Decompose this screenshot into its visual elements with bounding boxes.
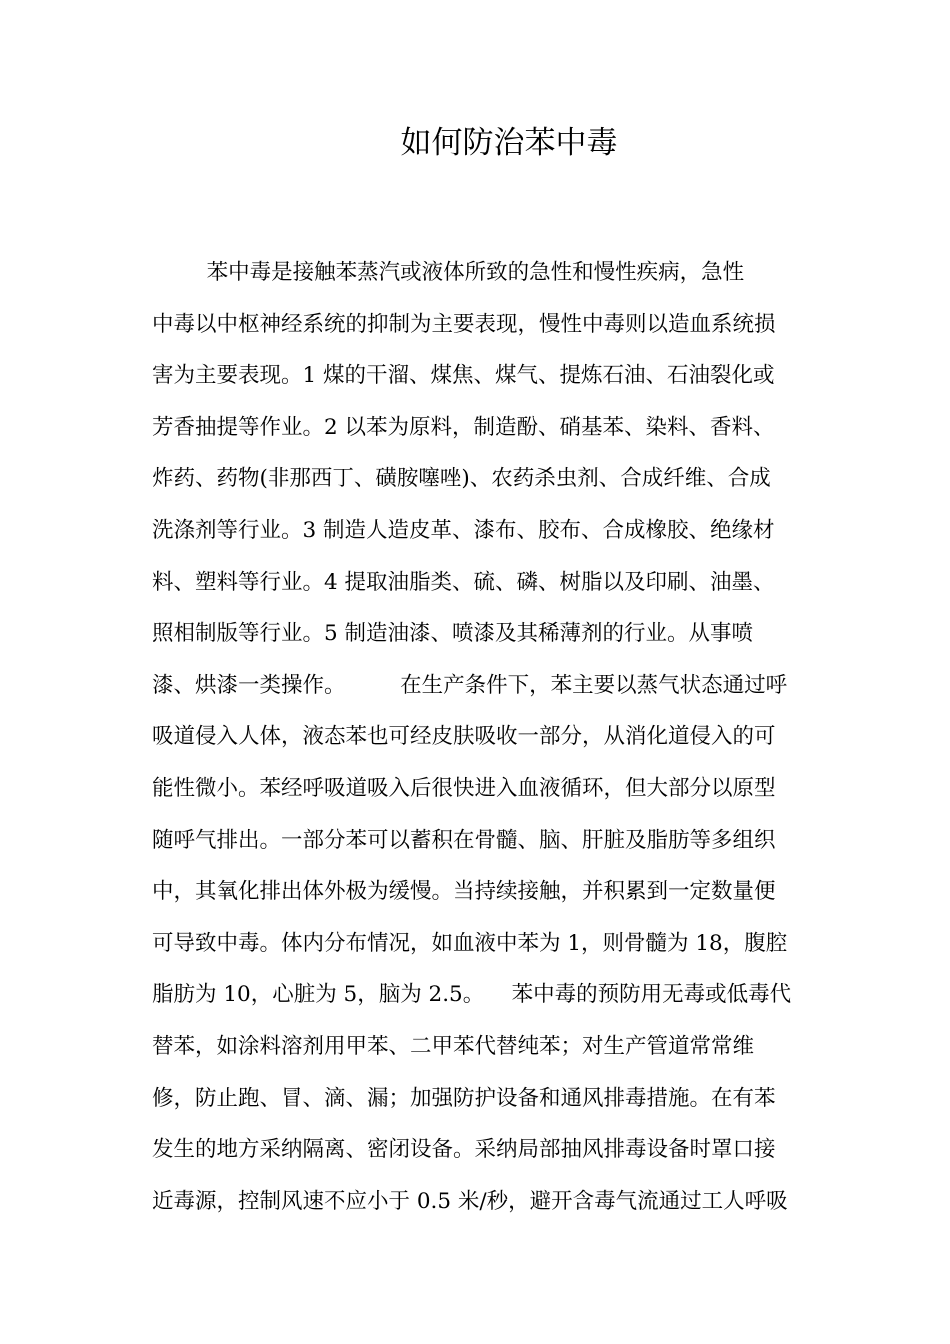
body-line: 随呼气排出。一部分苯可以蓄积在骨髓、脑、肝脏及脂肪等多组织 (152, 827, 776, 853)
body-line: 炸药、药物(非那西丁、磺胺噻唑)、农药杀虫剂、合成纤维、合成 (152, 466, 771, 492)
document-body (152, 247, 812, 1227)
body-line: 害为主要表现。1 煤的干溜、煤焦、煤气、提炼石油、石油裂化或 (152, 363, 775, 389)
body-line: 近毒源，控制风速不应小于 0.5 米/秒，避开含毒气流通过工人呼吸 (152, 1188, 788, 1214)
body-line: 漆、烘漆一类操作。 在生产条件下，苯主要以蒸气状态通过呼 (152, 672, 788, 698)
body-line: 中毒以中枢神经系统的抑制为主要表现，慢性中毒则以造血系统损 (152, 311, 776, 337)
document-title: 如何防治苯中毒 (400, 125, 618, 161)
body-line: 中，其氧化排出体外极为缓慢。当持续接触，并积累到一定数量便 (152, 879, 776, 905)
body-line: 洗涤剂等行业。3 制造人造皮革、漆布、胶布、合成橡胶、绝缘材 (152, 517, 775, 543)
body-line: 吸道侵入人体，液态苯也可经皮肤吸收一部分，从消化道侵入的可 (152, 724, 776, 750)
body-line: 能性微小。苯经呼吸道吸入后很快进入血液循环，但大部分以原型 (152, 775, 776, 801)
body-line: 照相制版等行业。5 制造油漆、喷漆及其稀薄剂的行业。从事喷 (152, 621, 754, 647)
body-line: 替苯，如涂料溶剂用甲苯、二甲苯代替纯苯；对生产管道常常维 (152, 1033, 755, 1059)
body-line: 修，防止跑、冒、滴、漏；加强防护设备和通风排毒措施。在有苯 (152, 1085, 776, 1111)
body-line: 脂肪为 10，心脏为 5，脑为 2.5。 苯中毒的预防用无毒或低毒代 (152, 982, 792, 1008)
body-line: 料、塑料等行业。4 提取油脂类、硫、磷、树脂以及印刷、油墨、 (152, 569, 775, 595)
body-line: 芳香抽提等作业。2 以苯为原料，制造酚、硝基苯、染料、香料、 (152, 414, 775, 440)
body-line: 可导致中毒。体内分布情况，如血液中苯为 1，则骨髓为 18，腹腔 (152, 930, 788, 956)
body-line: 发生的地方采纳隔离、密闭设备。采纳局部抽风排毒设备时罩口接 (152, 1137, 776, 1163)
body-line: 苯中毒是接触苯蒸汽或液体所致的急性和慢性疾病，急性 (152, 260, 745, 285)
